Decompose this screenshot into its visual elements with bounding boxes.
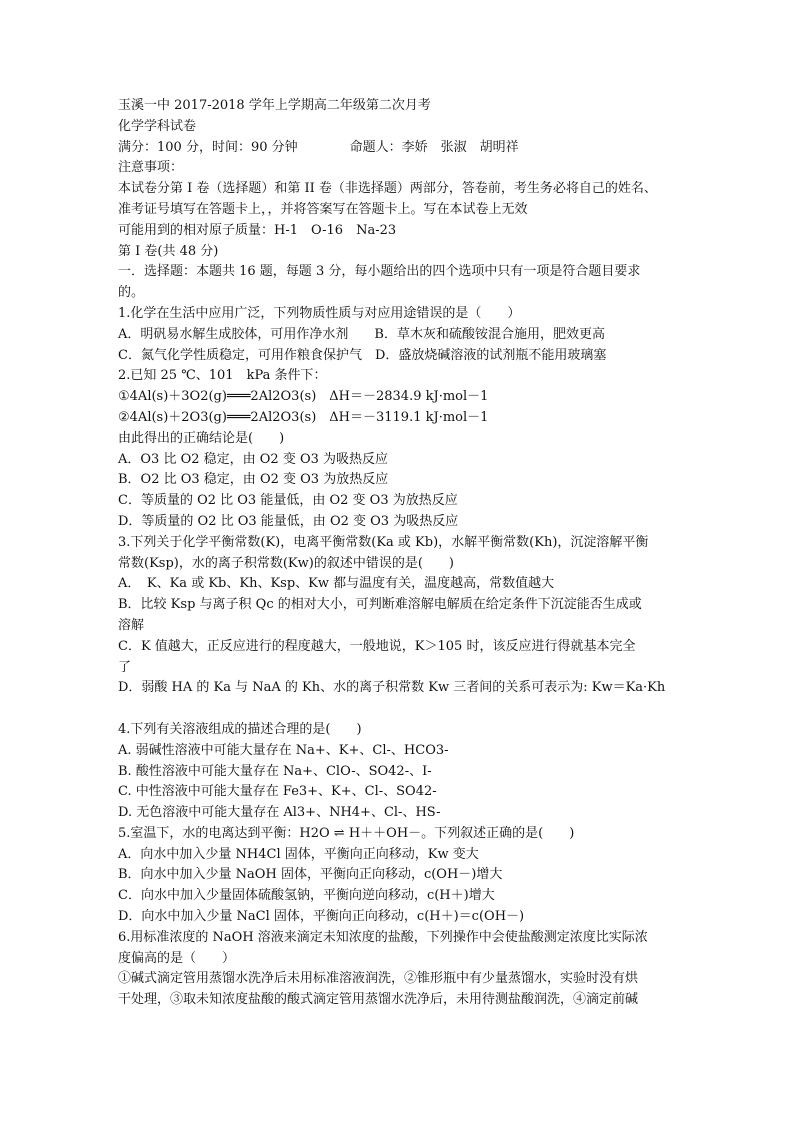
- exam-page: [118, 96, 674, 1011]
- question-2: [118, 366, 674, 532]
- option-c: C. 中性溶液中可能大量存在 Fe3+、K+、Cl-、SO42-: [118, 784, 437, 800]
- option-b-2: 溶解: [118, 617, 145, 633]
- option-b: B. 酸性溶液中可能大量存在 Na+、ClO-、SO42-、I-: [118, 763, 432, 779]
- question-3: [118, 533, 674, 699]
- section-intro-1: 一．选择题：本题共 16 题，每题 3 分，每小题给出的四个选项中只有一项是符合题目要求: [118, 264, 641, 280]
- option-b-1: B．比较 Ksp 与离子积 Qc 的相对大小，可判断难溶解电解质在给定条件下沉淀能否生成或: [118, 597, 642, 613]
- exam-title: 玉溪一中 2017-2018 学年上学期高二年级第二次月考: [118, 98, 431, 113]
- option-c: C．向水中加入少量固体硫酸氢钠，平衡向逆向移动，c(H＋)增大: [118, 888, 495, 904]
- question-stem-1: 3.下列关于化学平衡常数(K)，电离平衡常数(Ka 或 Kb)，水解平衡常数(Kh)，沉淀溶解平衡: [118, 534, 649, 550]
- option-d: D. 无色溶液中可能大量存在 Al3+、NH4+、Cl-、HS-: [118, 805, 441, 821]
- option-c-2: 了: [118, 659, 132, 675]
- option-b: B．向水中加入少量 NaOH 固体，平衡向正向移动，c(OH－)增大: [118, 867, 503, 883]
- notes-heading: 注意事项：: [118, 160, 184, 176]
- option-ab: A．明矾易水解生成胶体，可用作净水剂 B．草木灰和硫酸铵混合施用，肥效更高: [118, 326, 605, 342]
- question-6: [118, 928, 674, 1011]
- question-stem-1: 6.用标准浓度的 NaOH 溶液来滴定未知浓度的盐酸，下列操作中会使盐酸测定浓度比实际浓: [118, 929, 648, 945]
- option-a: A. 弱碱性溶液中可能大量存在 Na+、K+、Cl-、HCO3-: [118, 742, 449, 758]
- option-d: D．等质量的 O2 比 O3 能量低，由 O2 变 O3 为吸热反应: [118, 513, 459, 529]
- equation-1: ①4Al(s)＋3O2(g)═══2Al2O3(s) ΔH＝－2834.9 kJ·mol－1: [118, 389, 489, 405]
- question-body-2: 干处理，③取未知浓度盐酸的酸式滴定管用蒸馏水洗净后，未用待测盐酸润洗，④滴定前碱: [118, 992, 639, 1008]
- section-title: 第 I 卷(共 48 分): [118, 243, 219, 259]
- blank-line: [118, 699, 674, 720]
- question-stem: 5.室温下，水的电离达到平衡：H2O ⇌ H＋＋OH－。下列叙述正确的是( ): [118, 825, 575, 841]
- option-cd: C．氮气化学性质稳定，可用作粮食保护气 D．盛放烧碱溶液的试剂瓶不能用玻璃塞: [118, 347, 607, 363]
- question-1: [118, 304, 674, 366]
- question-ask: 由此得出的正确结论是( ): [118, 430, 285, 446]
- option-b: B．O2 比 O3 稳定，由 O2 变 O3 为放热反应: [118, 472, 389, 488]
- option-a: A． K、Ka 或 Kb、Kh、Ksp、Kw 都与温度有关，温度越高，常数值越大: [118, 576, 555, 592]
- equation-2: ②4Al(s)＋2O3(g)═══2Al2O3(s) ΔH＝－3119.1 kJ·mol－1: [118, 409, 489, 425]
- exam-meta: 满分：100 分，时间：90 分钟 命题人：李娇 张淑 胡明祥: [118, 139, 519, 155]
- question-stem: 2.已知 25 ℃、101 kPa 条件下：: [118, 368, 327, 384]
- question-stem-2: 度偏高的是（ ）: [118, 950, 236, 966]
- question-stem-2: 常数(Ksp)，水的离子积常数(Kw)的叙述中错误的是( ): [118, 555, 454, 571]
- option-a: A．O3 比 O2 稳定，由 O2 变 O3 为吸热反应: [118, 451, 389, 467]
- question-stem: 1.化学在生活中应用广泛，下列物质性质与对应用途错误的是（ ）: [118, 305, 521, 321]
- notes-line-2: 准考证号填写在答题卡上，，并将答案写在答题卡上。写在本试卷上无效: [118, 201, 528, 217]
- question-body-1: ①碱式滴定管用蒸馏水洗净后未用标准溶液润洗，②锥形瓶中有少量蒸馏水，实验时没有烘: [118, 971, 639, 987]
- option-c: C．等质量的 O2 比 O3 能量低，由 O2 变 O3 为放热反应: [118, 493, 458, 509]
- option-a: A．向水中加入少量 NH4Cl 固体，平衡向正向移动，Kw 变大: [118, 846, 479, 862]
- atomic-mass-line: 可能用到的相对原子质量：H-1 O-16 Na-23: [118, 222, 397, 238]
- subject-title: 化学学科试卷: [118, 118, 197, 134]
- section-intro-2: 的。: [118, 285, 145, 301]
- question-5: [118, 824, 674, 928]
- question-stem: 4.下列有关溶液组成的描述合理的是( ): [118, 721, 362, 737]
- option-d: D．向水中加入少量 NaCl 固体，平衡向正向移动，c(H＋)＝c(OH－): [118, 909, 525, 925]
- option-c-1: C．K 值越大，正反应进行的程度越大，一般地说，K＞105 时，该反应进行得就基本完全: [118, 638, 636, 654]
- notes-line-1: 本试卷分第 I 卷（选择题）和第 II 卷（非选择题）两部分，答卷前，考生务必将自己的姓名、: [118, 181, 657, 197]
- question-4: [118, 720, 674, 824]
- option-d: D．弱酸 HA 的 Ka 与 NaA 的 Kh、水的离子积常数 Kw 三者间的关系可表示为: Kw＝Ka·Kh: [118, 680, 666, 696]
